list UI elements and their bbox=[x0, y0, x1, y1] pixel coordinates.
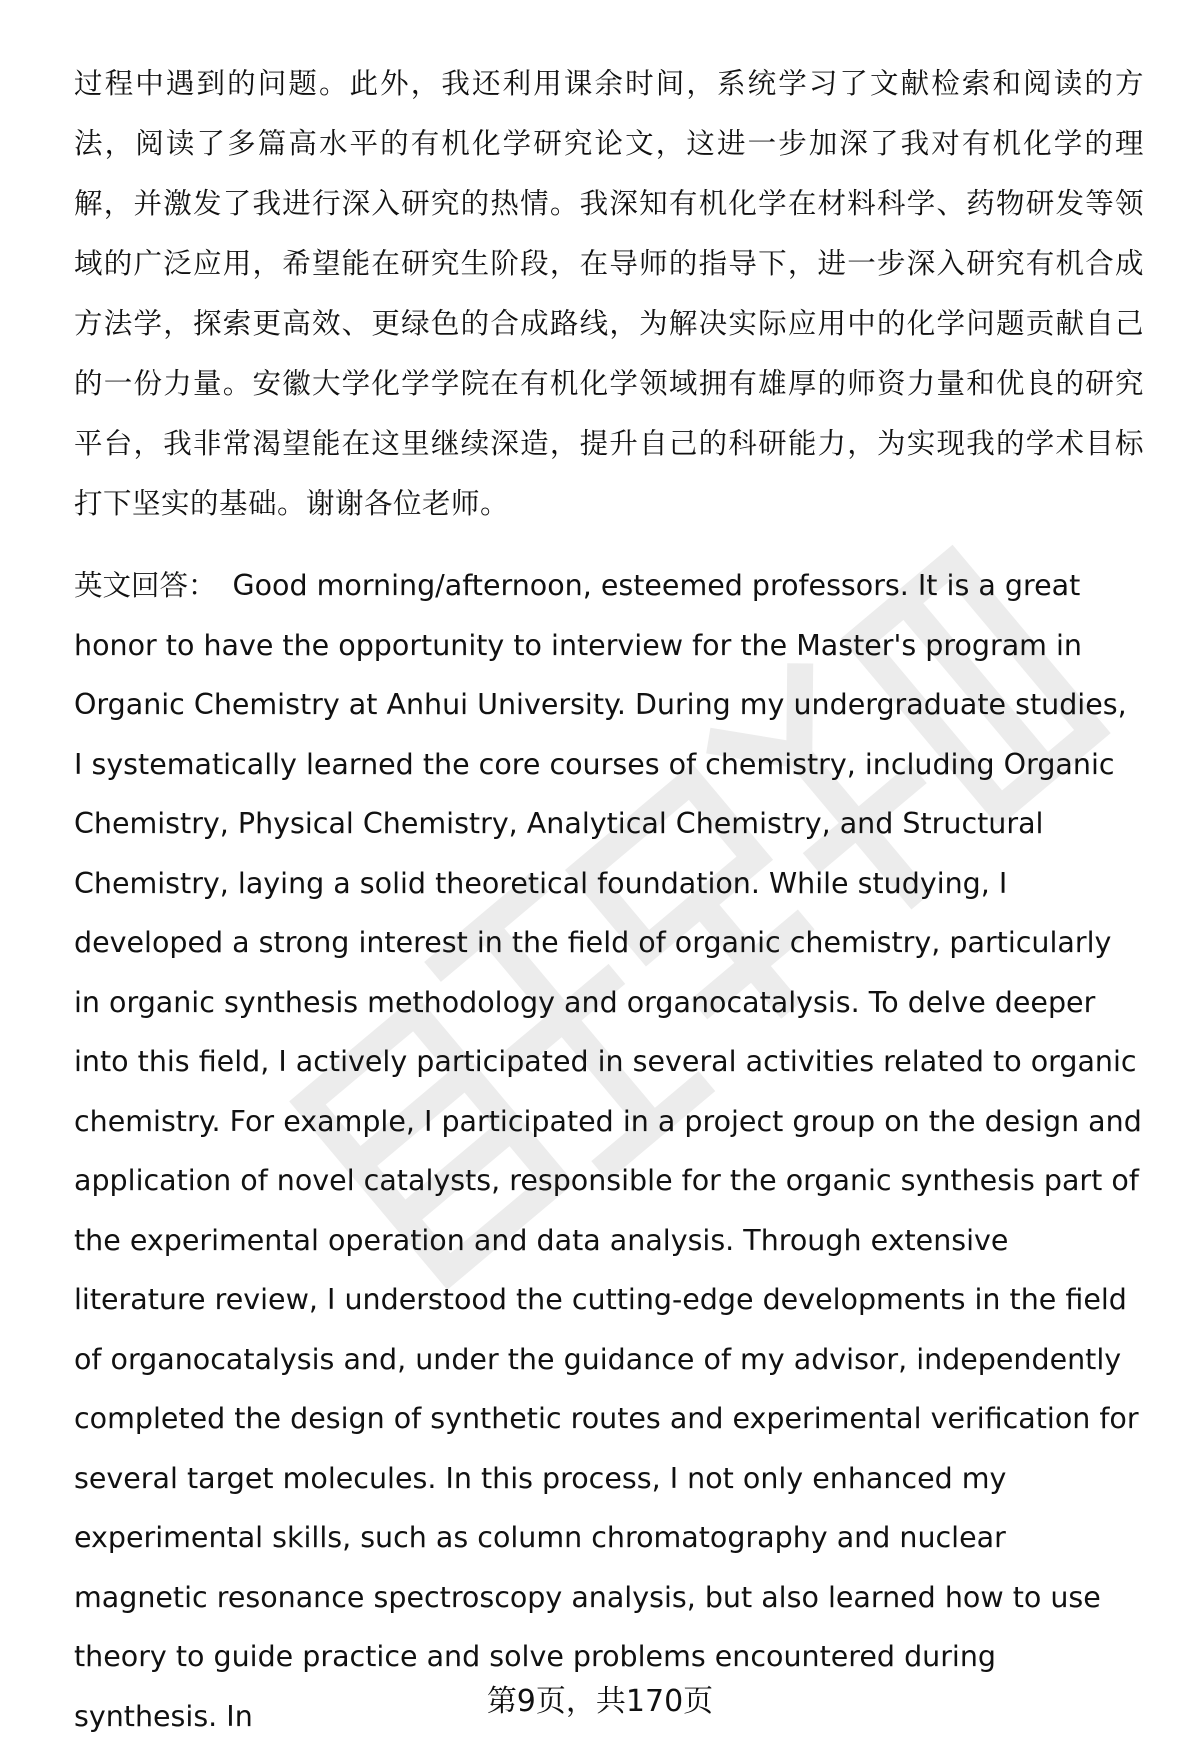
document-body bbox=[74, 54, 1144, 1746]
english-answer-label: 英文回答： bbox=[74, 569, 217, 602]
english-answer-text: Good morning/afternoon, esteemed professors. It is a great honor to have the opportunity to interview for the Master's program in Organic Chemistry at Anhui University. During my undergraduate studies, I systematically learned the core courses of chemistry, including Organic Chemistry, Physical Chemistry, Analytical Chemistry, and Structural Chemistry, laying a solid theoretical foundation. While studying, I developed a strong interest in the field of organic chemistry, particularly in organic synthesis methodology and organocatalysis. To delve deeper into this field, I actively participated in several activities related to organic chemistry. For example, I participated in a project group on the design and application of novel catalysts, responsible for the organic synthesis part of the experimental operation and data analysis. Through extensive literature review, I understood the cutting-edge developments in the field of organocatalysis and, under the guidance of my advisor, independently completed the design of synthetic routes and experimental verification for several target molecules. In this process, I not only enhanced my experimental skills, such as column chromatography and nuclear magnetic resonance spectroscopy analysis, but also learned how to use theory to guide practice and solve problems encountered during synthesis. In bbox=[74, 569, 1142, 1733]
page-number-footer: 第9页，共170页 bbox=[486, 1684, 714, 1719]
english-answer-paragraph bbox=[74, 556, 1144, 1746]
chinese-answer-paragraph: 过程中遇到的问题。此外，我还利用课余时间，系统学习了文献检索和阅读的方法，阅读了多篇高水平的有机化学研究论文，这进一步加深了我对有机化学的理解，并激发了我进行深入研究的热情。我深知有机化学在材料科学、药物研发等领域的广泛应用，希望能在研究生阶段，在导师的指导下，进一步深入研究有机合成方法学，探索更高效、更绿色的合成路线，为解决实际应用中的化学问题贡献自己的一份力量。安徽大学化学学院在有机化学领域拥有雄厚的师资力量和优良的研究平台，我非常渴望能在这里继续深造，提升自己的科研能力，为实现我的学术目标打下坚实的基础。谢谢各位老师。 bbox=[74, 67, 1144, 520]
